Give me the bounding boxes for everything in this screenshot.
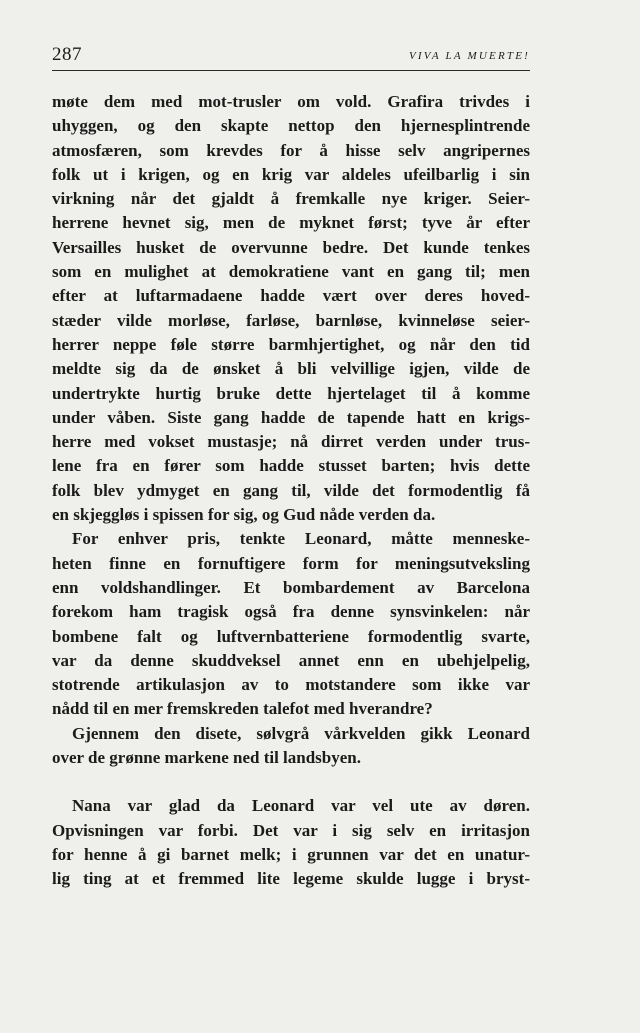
- text-line: herrer neppe føle større barmhjertighet, og når den tid: [52, 334, 530, 354]
- running-title: VIVA LA MUERTE!: [409, 50, 530, 62]
- text-line: en skjeggløs i spissen for sig, og Gud nåde verden da.: [52, 505, 436, 525]
- text-line: Versailles husket de overvunne bedre. Det kunde tenkes: [52, 237, 530, 257]
- text-line: undertrykte hurtig bruke dette hjertelaget til å komme: [52, 383, 530, 403]
- text-line: For enhver pris, tenkte Leonard, måtte menneske-: [72, 529, 530, 549]
- text-line: møte dem med mot-trusler om vold. Grafira trivdes i: [52, 92, 530, 111]
- text-line: var da denne skuddveksel annet enn en ubehjelpelig,: [52, 650, 530, 670]
- text-line: herrene hevnet sig, men de myknet først; tyve år efter: [52, 213, 530, 233]
- text-line: folk ut i krigen, og en krig var aldeles ufeilbarlig i sin: [52, 164, 530, 184]
- text-line: efter at luftarmadaene hadde vært over deres hoved-: [52, 286, 530, 306]
- text-line: Opvisningen var forbi. Det var i sig selv en irritasjon: [52, 820, 530, 840]
- text-line: enn voldshandlinger. Et bombardement av Barcelona: [52, 577, 530, 597]
- text-line: atmosfæren, som krevdes for å hisse selv angripernes: [52, 140, 530, 160]
- text-line: under våben. Siste gang hadde de tapende hatt en krigs-: [52, 407, 530, 427]
- text-line: virkning når det gjaldt å fremkalle nye kriger. Seier-: [52, 189, 530, 209]
- text-line: stotrende artikulasjon av to motstandere som ikke var: [52, 675, 530, 695]
- running-head: [52, 44, 530, 71]
- text-line: over de grønne markene ned til landsbyen.: [52, 748, 362, 768]
- text-line: stæder vilde morløse, farløse, barnløse, kvinneløse seier-: [52, 310, 530, 330]
- text-line: herre med vokset mustasje; nå dirret verden under trus-: [52, 432, 530, 452]
- text-line: som en mulighet at demokratiene vant en gang til; men: [52, 262, 530, 282]
- body-text: [52, 90, 530, 892]
- text-line: uhyggen, og den skapte nettop den hjernesplintrende: [52, 116, 530, 136]
- text-line: heten finne en fornuftigere form for meningsutveksling: [52, 553, 530, 573]
- page-number: 287: [52, 44, 82, 65]
- text-line: for henne å gi barnet melk; i grunnen var det en unatur-: [52, 844, 530, 864]
- text-line: folk blev ydmyget en gang til, vilde det formodentlig få: [52, 480, 530, 500]
- text-line: meldte sig da de ønsket å bli velvillige igjen, vilde de: [52, 359, 530, 379]
- text-line: lene fra en fører som hadde stusset barten; hvis dette: [52, 456, 530, 476]
- text-line: bombene falt og luftvernbatteriene formodentlig svarte,: [52, 626, 530, 646]
- text-line: Gjennem den disete, sølvgrå vårkvelden gikk Leonard: [72, 723, 530, 743]
- text-line: lig ting at et fremmed lite legeme skulde lugge i bryst-: [52, 869, 530, 889]
- text-line: Nana var glad da Leonard var vel ute av døren.: [72, 796, 530, 816]
- text-line: forekom ham tragisk også fra denne synsvinkelen: når: [52, 602, 530, 622]
- text-line: nådd til en mer fremskreden talefot med hverandre?: [52, 699, 433, 719]
